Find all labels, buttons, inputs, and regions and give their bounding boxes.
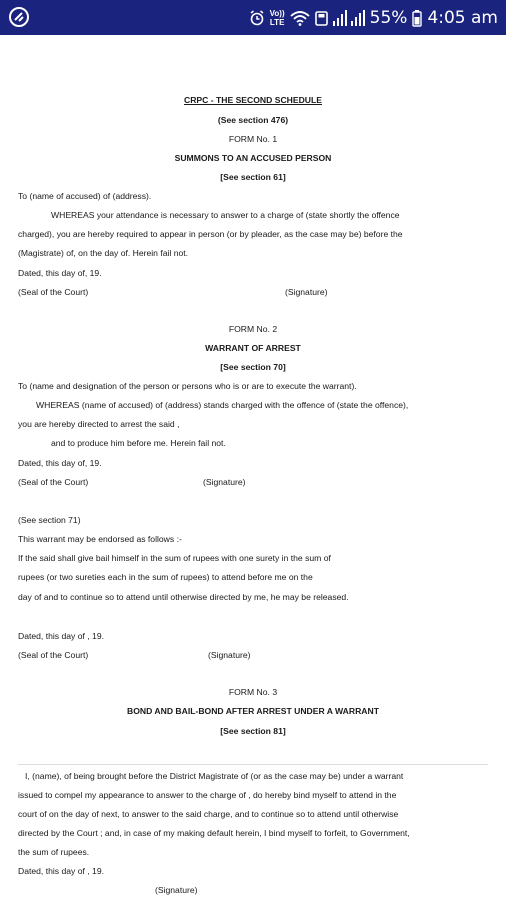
divider (18, 764, 488, 765)
form3-dated: Dated, this day of , 19. (18, 866, 104, 876)
form3-body-line: the sum of rupees. (18, 847, 90, 857)
form1-ref: [See section 61] (220, 172, 286, 182)
form1-dated: Dated, this day of, 19. (18, 268, 102, 278)
status-bar (0, 0, 506, 35)
form1-signature: (Signature) (285, 287, 328, 297)
form2-para-line: and to produce him before me. Herein fail not. (51, 438, 226, 448)
battery-percent: 55% (369, 8, 408, 28)
clock-time: 4:05 am (427, 8, 498, 28)
document-page[interactable] (0, 35, 506, 900)
battery-icon (412, 10, 422, 27)
form2-title: FORM No. 2 (228, 324, 278, 334)
doc-heading: CRPC - THE SECOND SCHEDULE (184, 95, 322, 105)
wifi-icon (290, 10, 310, 26)
form1-subtitle: SUMMONS TO AN ACCUSED PERSON (174, 153, 332, 163)
endorsement-seal: (Seal of the Court) (18, 650, 89, 660)
form2-para-line: you are hereby directed to arrest the said , (18, 419, 180, 429)
form2-seal: (Seal of the Court) (18, 477, 89, 487)
endorsement-intro: This warrant may be endorsed as follows :- (18, 534, 182, 544)
form3-body-line: directed by the Court ; and, in case of my making default herein, I bind myself to forfeit, to Government, (18, 828, 410, 838)
form2-dated: Dated, this day of, 19. (18, 458, 102, 468)
form3-body-line: I, (name), of being brought before the District Magistrate of (or as the case may be) under a warrant (25, 771, 404, 781)
form2-para-line: WHEREAS (name of accused) of (address) stands charged with the offence of (state the offence), (36, 400, 409, 410)
form2-to-line: To (name and designation of the person or persons who is or are to execute the warrant). (18, 381, 357, 391)
form2-signature: (Signature) (203, 477, 246, 487)
endorsement-ref: (See section 71) (18, 515, 81, 525)
app-notification-icon (8, 6, 30, 28)
endorsement-line: If the said shall give bail himself in the sum of rupees with one surety in the sum of (18, 553, 331, 563)
endorsement-dated: Dated, this day of , 19. (18, 631, 104, 641)
status-icons (249, 6, 498, 30)
signal-icon (333, 10, 365, 26)
form1-title: FORM No. 1 (228, 134, 278, 144)
endorsement-signature: (Signature) (208, 650, 251, 660)
form1-para-line: WHEREAS your attendance is necessary to answer to a charge of (state shortly the offence (51, 210, 400, 220)
endorsement-line: day of and to continue so to attend until otherwise directed by me, he may be released. (18, 592, 349, 602)
form1-para-line: charged), you are hereby required to appear in person (or by pleader, as the case may be) before the (18, 229, 403, 239)
endorsement-line: rupees (or two sureties each in the sum of rupees) to attend before me on the (18, 572, 313, 582)
form1-para-line: (Magistrate) of, on the day of. Herein fail not. (18, 248, 189, 258)
form1-seal: (Seal of the Court) (18, 287, 89, 297)
form3-title: FORM No. 3 (228, 687, 278, 697)
volte-indicator: Vo)) LTE (269, 9, 285, 27)
save-icon (315, 11, 328, 26)
form3-body-line: court of on the day of next, to answer to the said charge, and to continue so to attend until otherwise (18, 809, 399, 819)
form1-to-line: To (name of accused) of (address). (18, 191, 152, 201)
form2-ref: [See section 70] (220, 362, 286, 372)
alarm-icon (249, 10, 265, 26)
form3-body-line: issued to compel my appearance to answer to the charge of , do hereby bind myself to attend in the (18, 790, 397, 800)
doc-heading-ref: (See section 476) (217, 115, 289, 125)
form2-subtitle: WARRANT OF ARREST (205, 343, 301, 353)
form3-signature: (Signature) (155, 885, 198, 895)
form3-ref: [See section 81] (220, 726, 286, 736)
form3-subtitle: BOND AND BAIL-BOND AFTER ARREST UNDER A WARRANT (127, 706, 379, 716)
